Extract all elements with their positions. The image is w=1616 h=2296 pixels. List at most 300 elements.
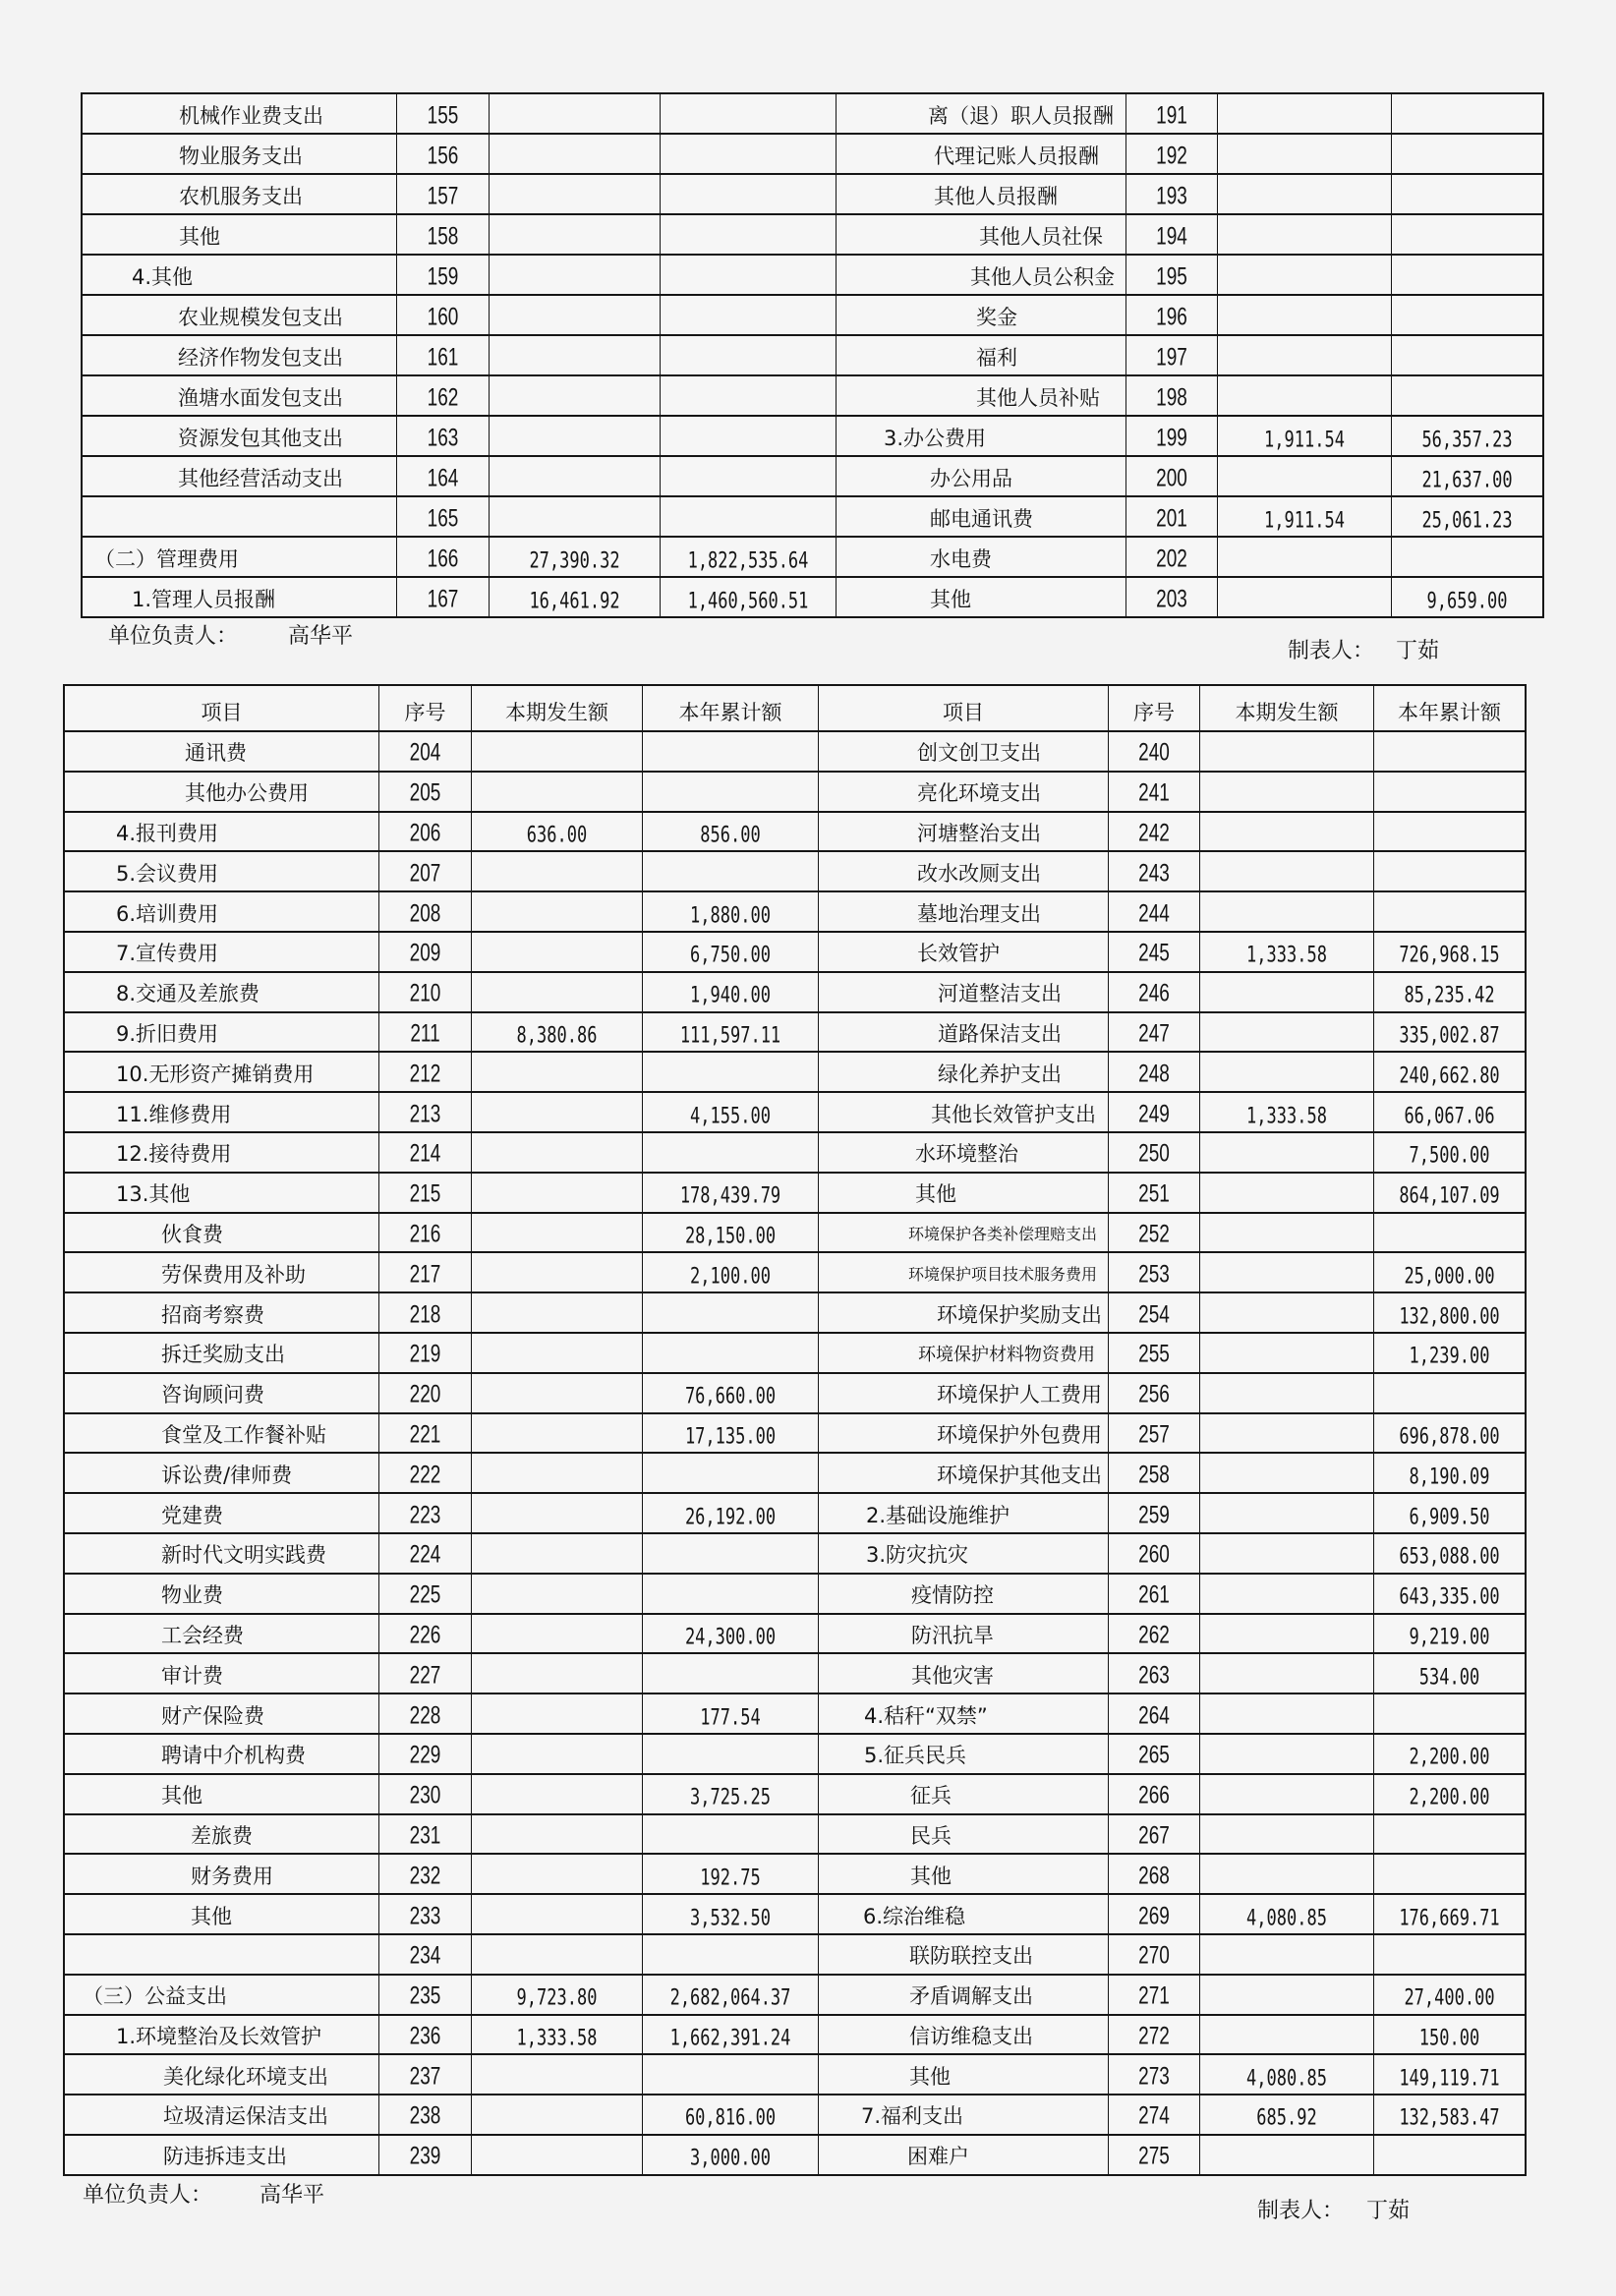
- seq-cell: [379, 1534, 472, 1573]
- seq-cell: [379, 1293, 472, 1332]
- ytd-amount-cell: [661, 376, 837, 415]
- current-amount-text: 8,380.86: [516, 1022, 598, 1049]
- seq-text: 156: [427, 143, 459, 170]
- column-header: 本期发生额: [472, 686, 643, 730]
- current-amount-cell: [472, 1053, 643, 1091]
- unit-head-name: 高华平: [288, 624, 354, 649]
- item-text: 奖金: [976, 305, 1017, 329]
- item-text: 环境保护材料物资费用: [918, 1345, 1095, 1366]
- seq-text: 216: [409, 1221, 441, 1248]
- ytd-amount-cell: [1374, 1133, 1525, 1172]
- ytd-amount-cell: [661, 215, 837, 254]
- ytd-amount-cell: [1374, 1895, 1525, 1933]
- ytd-amount-cell: [643, 1935, 819, 1974]
- item-cell: [65, 1174, 379, 1212]
- ytd-amount-text: 25,061.23: [1421, 507, 1513, 534]
- seq-cell: [1109, 1214, 1200, 1252]
- item-cell: [819, 1374, 1109, 1412]
- item-cell: [65, 2095, 379, 2134]
- item-cell: [837, 578, 1126, 616]
- current-amount-cell: [1200, 852, 1374, 890]
- item-cell: [819, 1013, 1109, 1052]
- seq-cell: [1126, 538, 1218, 576]
- seq-cell: [379, 1735, 472, 1773]
- ytd-amount-cell: [643, 1735, 819, 1773]
- column-header: 项目: [65, 686, 379, 730]
- current-amount-cell: [1200, 1615, 1374, 1653]
- column-header: 序号: [1109, 686, 1200, 730]
- ytd-amount-cell: [1374, 1093, 1525, 1131]
- seq-text: 213: [409, 1101, 441, 1128]
- ytd-amount-cell: [1374, 1013, 1525, 1052]
- seq-cell: [379, 1575, 472, 1613]
- item-cell: [837, 256, 1126, 294]
- item-cell: [819, 2095, 1109, 2134]
- seq-cell: [379, 1895, 472, 1933]
- table-row: [83, 296, 1542, 336]
- seq-text: 204: [409, 740, 441, 768]
- current-amount-cell: [1200, 1293, 1374, 1332]
- ytd-amount-cell: [1374, 1935, 1525, 1974]
- ytd-amount-cell: [1374, 1174, 1525, 1212]
- seq-text: 252: [1138, 1221, 1170, 1248]
- current-amount-cell: [472, 813, 643, 851]
- table-row: [65, 1013, 1525, 1054]
- item-cell: [819, 1615, 1109, 1653]
- item-cell: [65, 1895, 379, 1933]
- seq-cell: [1109, 892, 1200, 931]
- seq-cell: [379, 1053, 472, 1091]
- seq-cell: [379, 1374, 472, 1412]
- item-text: 劳保费用及补助: [161, 1262, 306, 1287]
- item-text: 困难户: [907, 2145, 969, 2169]
- item-cell: [819, 732, 1109, 771]
- table-row: [65, 1334, 1525, 1374]
- item-cell: [819, 1334, 1109, 1372]
- seq-text: 230: [409, 1782, 441, 1810]
- seq-cell: [1109, 1855, 1200, 1893]
- seq-text: 250: [1138, 1141, 1170, 1169]
- seq-text: 198: [1156, 384, 1187, 412]
- seq-cell: [379, 773, 472, 811]
- current-amount-cell: [472, 973, 643, 1011]
- item-text: 其他: [930, 587, 971, 611]
- current-amount-cell: [1218, 256, 1392, 294]
- item-cell: [819, 1133, 1109, 1172]
- item-text: 13.其他: [116, 1182, 191, 1207]
- item-cell: [65, 1575, 379, 1613]
- ytd-amount-cell: [1392, 538, 1542, 576]
- seq-text: 226: [409, 1622, 441, 1649]
- ytd-amount-text: 1,239.00: [1409, 1344, 1490, 1370]
- item-cell: [819, 773, 1109, 811]
- item-text: 离（退）职人员报酬: [928, 103, 1114, 128]
- current-amount-cell: [472, 2016, 643, 2054]
- item-cell: [819, 1855, 1109, 1893]
- seq-cell: [397, 296, 490, 334]
- current-amount-cell: [1200, 1214, 1374, 1252]
- current-amount-cell: [1200, 973, 1374, 1011]
- item-cell: [819, 1575, 1109, 1613]
- current-amount-cell: [472, 1775, 643, 1813]
- item-text: 2.基础设施维护: [866, 1503, 1010, 1527]
- ytd-amount-cell: [1374, 1735, 1525, 1773]
- current-amount-text: 1,333.58: [1246, 1103, 1327, 1129]
- table-row: [83, 215, 1542, 256]
- item-text: 其他: [910, 1864, 952, 1888]
- seq-text: 243: [1138, 860, 1170, 888]
- item-text: 河道整洁支出: [938, 982, 1062, 1006]
- table-row: [65, 1174, 1525, 1214]
- table-row: [65, 773, 1525, 813]
- item-cell: [819, 813, 1109, 851]
- current-amount-cell: [1200, 1534, 1374, 1573]
- current-amount-cell: [472, 1575, 643, 1613]
- ytd-amount-cell: [643, 1013, 819, 1052]
- ytd-amount-cell: [643, 1093, 819, 1131]
- ytd-amount-text: 60,816.00: [684, 2105, 777, 2132]
- seq-text: 209: [409, 941, 441, 968]
- seq-cell: [379, 1214, 472, 1252]
- seq-cell: [1126, 457, 1218, 495]
- current-amount-cell: [490, 94, 661, 133]
- table-row: [65, 1775, 1525, 1815]
- current-amount-cell: [1218, 538, 1392, 576]
- item-cell: [65, 1654, 379, 1693]
- table-row: [65, 1976, 1525, 2016]
- seq-text: 257: [1138, 1421, 1170, 1449]
- seq-text: 162: [427, 384, 459, 412]
- seq-cell: [379, 1013, 472, 1052]
- ytd-amount-cell: [1374, 1414, 1525, 1453]
- seq-text: 192: [1156, 143, 1187, 170]
- seq-text: 237: [409, 2063, 441, 2091]
- ytd-amount-cell: [1374, 1053, 1525, 1091]
- ytd-amount-cell: [1374, 852, 1525, 890]
- current-amount-cell: [472, 892, 643, 931]
- seq-cell: [379, 1615, 472, 1653]
- ytd-amount-text: 3,000.00: [690, 2146, 771, 2172]
- current-amount-cell: [1200, 1654, 1374, 1693]
- item-text: 1.环境整治及长效管护: [116, 2024, 322, 2048]
- ytd-amount-cell: [1374, 813, 1525, 851]
- ytd-amount-text: 643,335.00: [1399, 1584, 1500, 1611]
- item-cell: [65, 1935, 379, 1974]
- seq-text: 258: [1138, 1462, 1170, 1489]
- item-cell: [837, 175, 1126, 213]
- seq-cell: [379, 2055, 472, 2094]
- current-amount-cell: [1218, 135, 1392, 173]
- item-text: 党建费: [161, 1503, 223, 1527]
- ytd-amount-cell: [643, 2136, 819, 2174]
- current-amount-cell: [1218, 578, 1392, 616]
- ytd-amount-cell: [643, 1615, 819, 1653]
- ytd-amount-text: 150.00: [1418, 2025, 1480, 2051]
- item-text: 民兵: [910, 1823, 952, 1848]
- item-text: 办公用品: [930, 466, 1012, 490]
- table-row: [65, 1534, 1525, 1575]
- ytd-amount-cell: [1392, 94, 1542, 133]
- ytd-amount-cell: [1374, 1575, 1525, 1613]
- current-amount-cell: [472, 1414, 643, 1453]
- seq-cell: [1109, 1895, 1200, 1933]
- current-amount-text: 4,080.85: [1246, 2065, 1327, 2092]
- item-cell: [819, 1895, 1109, 1933]
- ytd-amount-text: 192.75: [700, 1865, 761, 1891]
- seq-text: 225: [409, 1581, 441, 1610]
- seq-text: 262: [1138, 1622, 1170, 1649]
- item-cell: [837, 94, 1126, 133]
- item-text: 物业费: [161, 1583, 223, 1608]
- seq-cell: [379, 732, 472, 771]
- current-amount-cell: [472, 1293, 643, 1332]
- seq-cell: [397, 538, 490, 576]
- table-row: [65, 1615, 1525, 1655]
- seq-text: 199: [1156, 425, 1187, 452]
- ytd-amount-cell: [1374, 1615, 1525, 1653]
- seq-cell: [379, 1414, 472, 1453]
- seq-cell: [1109, 1775, 1200, 1813]
- ytd-amount-cell: [1374, 1334, 1525, 1372]
- item-cell: [819, 1454, 1109, 1492]
- ytd-amount-cell: [1374, 2095, 1525, 2134]
- current-amount-cell: [1218, 417, 1392, 455]
- unit-head-label: 单位负责人：: [108, 624, 239, 649]
- current-amount-text: 1,333.58: [516, 2025, 598, 2051]
- current-amount-text: 1,911.54: [1264, 507, 1345, 534]
- item-text: 长效管护: [917, 942, 1000, 966]
- table-row: [65, 1735, 1525, 1775]
- seq-text: 206: [409, 820, 441, 847]
- current-amount-cell: [1200, 1575, 1374, 1613]
- seq-cell: [1109, 2095, 1200, 2134]
- ytd-amount-cell: [643, 1815, 819, 1854]
- seq-cell: [1126, 215, 1218, 254]
- seq-cell: [379, 1775, 472, 1813]
- ytd-amount-text: 4,155.00: [690, 1103, 771, 1129]
- ytd-amount-cell: [1392, 417, 1542, 455]
- seq-text: 260: [1138, 1542, 1170, 1570]
- ytd-amount-cell: [1374, 1775, 1525, 1813]
- item-cell: [819, 1494, 1109, 1532]
- seq-cell: [379, 1694, 472, 1733]
- seq-text: 167: [427, 586, 459, 613]
- ytd-amount-text: 24,300.00: [684, 1624, 777, 1650]
- current-amount-cell: [490, 497, 661, 536]
- ytd-amount-cell: [643, 1293, 819, 1332]
- seq-cell: [1126, 135, 1218, 173]
- seq-text: 238: [409, 2103, 441, 2131]
- ytd-amount-text: 696,878.00: [1399, 1423, 1500, 1450]
- seq-cell: [1109, 852, 1200, 890]
- item-text: 环境保护奖励支出: [937, 1302, 1102, 1327]
- ytd-amount-text: 6,909.50: [1409, 1504, 1490, 1530]
- seq-text: 208: [409, 900, 441, 928]
- item-text: 9.折旧费用: [116, 1021, 219, 1046]
- ytd-amount-text: 240,662.80: [1399, 1062, 1500, 1089]
- current-amount-cell: [1200, 1334, 1374, 1372]
- current-amount-cell: [1200, 1093, 1374, 1131]
- item-text: 3.防灾抗灾: [866, 1543, 969, 1568]
- item-text: 防违拆违支出: [163, 2145, 287, 2169]
- item-cell: [819, 1253, 1109, 1292]
- current-amount-cell: [472, 1253, 643, 1292]
- item-cell: [837, 135, 1126, 173]
- seq-text: 267: [1138, 1822, 1170, 1850]
- seq-text: 235: [409, 1982, 441, 2011]
- item-cell: [837, 215, 1126, 254]
- item-cell: [65, 2136, 379, 2174]
- current-amount-cell: [1200, 1013, 1374, 1052]
- table-row: [65, 1454, 1525, 1494]
- seq-cell: [397, 336, 490, 374]
- seq-cell: [1109, 1414, 1200, 1453]
- seq-cell: [379, 1253, 472, 1292]
- ytd-amount-text: 7,500.00: [1409, 1143, 1490, 1170]
- ytd-amount-cell: [643, 1775, 819, 1813]
- seq-text: 269: [1138, 1903, 1170, 1930]
- ytd-amount-text: 17,135.00: [684, 1423, 777, 1450]
- item-cell: [65, 732, 379, 771]
- current-amount-cell: [472, 1334, 643, 1372]
- current-amount-cell: [1200, 1414, 1374, 1453]
- item-text: 4.报刊费用: [116, 821, 219, 845]
- seq-text: 197: [1156, 344, 1187, 372]
- table-row: [65, 1293, 1525, 1334]
- ytd-amount-cell: [1392, 336, 1542, 374]
- seq-text: 223: [409, 1502, 441, 1529]
- seq-cell: [397, 256, 490, 294]
- item-text: 亮化环境支出: [917, 781, 1041, 806]
- table-row: [65, 1374, 1525, 1414]
- seq-cell: [397, 175, 490, 213]
- seq-text: 240: [1138, 740, 1170, 768]
- ytd-amount-cell: [1374, 1976, 1525, 2014]
- item-text: 咨询顾问费: [161, 1383, 264, 1407]
- seq-text: 272: [1138, 2023, 1170, 2050]
- item-cell: [837, 457, 1126, 495]
- item-cell: [837, 296, 1126, 334]
- ytd-amount-text: 111,597.11: [679, 1022, 781, 1049]
- current-amount-text: 1,911.54: [1264, 427, 1345, 453]
- item-text: 其他: [179, 224, 220, 249]
- item-cell: [65, 813, 379, 851]
- ytd-amount-cell: [1374, 1494, 1525, 1532]
- table-row: [65, 1253, 1525, 1293]
- item-text: 渔塘水面发包支出: [178, 385, 343, 410]
- seq-cell: [1109, 1293, 1200, 1332]
- ytd-amount-cell: [643, 1654, 819, 1693]
- table-row: [83, 256, 1542, 296]
- item-text: 其他: [915, 1182, 956, 1207]
- ytd-amount-text: 27,400.00: [1404, 1985, 1495, 2012]
- ytd-amount-cell: [643, 1374, 819, 1412]
- seq-text: 222: [409, 1462, 441, 1489]
- item-cell: [65, 1454, 379, 1492]
- current-amount-cell: [472, 1174, 643, 1212]
- seq-text: 161: [427, 344, 459, 372]
- item-text: 其他: [909, 2064, 951, 2089]
- preparer-name: 丁茹: [1366, 2199, 1411, 2223]
- item-text: 经济作物发包支出: [178, 345, 343, 370]
- item-cell: [837, 417, 1126, 455]
- ytd-amount-text: 726,968.15: [1399, 943, 1500, 969]
- ytd-amount-cell: [1374, 1214, 1525, 1252]
- ytd-amount-cell: [1374, 732, 1525, 771]
- seq-cell: [379, 1935, 472, 1974]
- seq-text: 255: [1138, 1342, 1170, 1369]
- item-cell: [819, 892, 1109, 931]
- seq-text: 264: [1138, 1702, 1170, 1730]
- item-cell: [65, 1534, 379, 1573]
- item-cell: [83, 457, 397, 495]
- column-header: 本年累计额: [643, 686, 819, 730]
- seq-cell: [1109, 1935, 1200, 1974]
- ytd-amount-cell: [643, 1133, 819, 1172]
- seq-text: 205: [409, 779, 441, 808]
- current-amount-cell: [1200, 1374, 1374, 1412]
- item-text: 其他人员公积金: [970, 264, 1115, 289]
- table-row: [83, 497, 1542, 538]
- ytd-amount-text: 85,235.42: [1404, 983, 1495, 1009]
- current-amount-cell: [490, 175, 661, 213]
- item-cell: [819, 2055, 1109, 2094]
- seq-cell: [379, 1976, 472, 2014]
- ytd-amount-cell: [643, 1494, 819, 1532]
- table-row: [65, 1494, 1525, 1534]
- seq-cell: [1109, 2136, 1200, 2174]
- ytd-amount-cell: [643, 1694, 819, 1733]
- item-cell: [83, 578, 397, 616]
- item-cell: [819, 1053, 1109, 1091]
- item-cell: [65, 1093, 379, 1131]
- seq-cell: [379, 813, 472, 851]
- ytd-amount-cell: [1374, 1534, 1525, 1573]
- item-cell: [819, 2016, 1109, 2054]
- seq-text: 268: [1138, 1863, 1170, 1890]
- seq-text: 163: [427, 425, 459, 452]
- seq-cell: [1109, 1815, 1200, 1854]
- seq-text: 214: [409, 1141, 441, 1169]
- preparer-label: 制表人：: [1257, 2199, 1345, 2223]
- item-cell: [819, 2136, 1109, 2174]
- current-amount-cell: [490, 215, 661, 254]
- item-cell: [65, 1013, 379, 1052]
- seq-cell: [1126, 296, 1218, 334]
- ytd-amount-cell: [1392, 256, 1542, 294]
- item-text: 其他经营活动支出: [178, 466, 343, 490]
- current-amount-cell: [472, 1735, 643, 1773]
- current-amount-cell: [490, 296, 661, 334]
- item-cell: [819, 1815, 1109, 1854]
- seq-cell: [379, 1494, 472, 1532]
- item-text: 创文创卫支出: [917, 741, 1041, 766]
- ytd-amount-text: 856.00: [700, 822, 761, 848]
- current-amount-cell: [472, 1855, 643, 1893]
- table-row: [83, 457, 1542, 497]
- current-amount-cell: [1200, 1053, 1374, 1091]
- current-amount-cell: [1200, 1454, 1374, 1492]
- seq-text: 165: [427, 505, 459, 533]
- seq-cell: [1126, 376, 1218, 415]
- current-amount-cell: [490, 457, 661, 495]
- current-amount-cell: [1200, 1855, 1374, 1893]
- seq-text: 249: [1138, 1101, 1170, 1128]
- item-text: 绿化养护支出: [938, 1062, 1062, 1086]
- item-text: 福利: [976, 345, 1017, 370]
- item-cell: [83, 497, 397, 536]
- table-row: [65, 1935, 1525, 1976]
